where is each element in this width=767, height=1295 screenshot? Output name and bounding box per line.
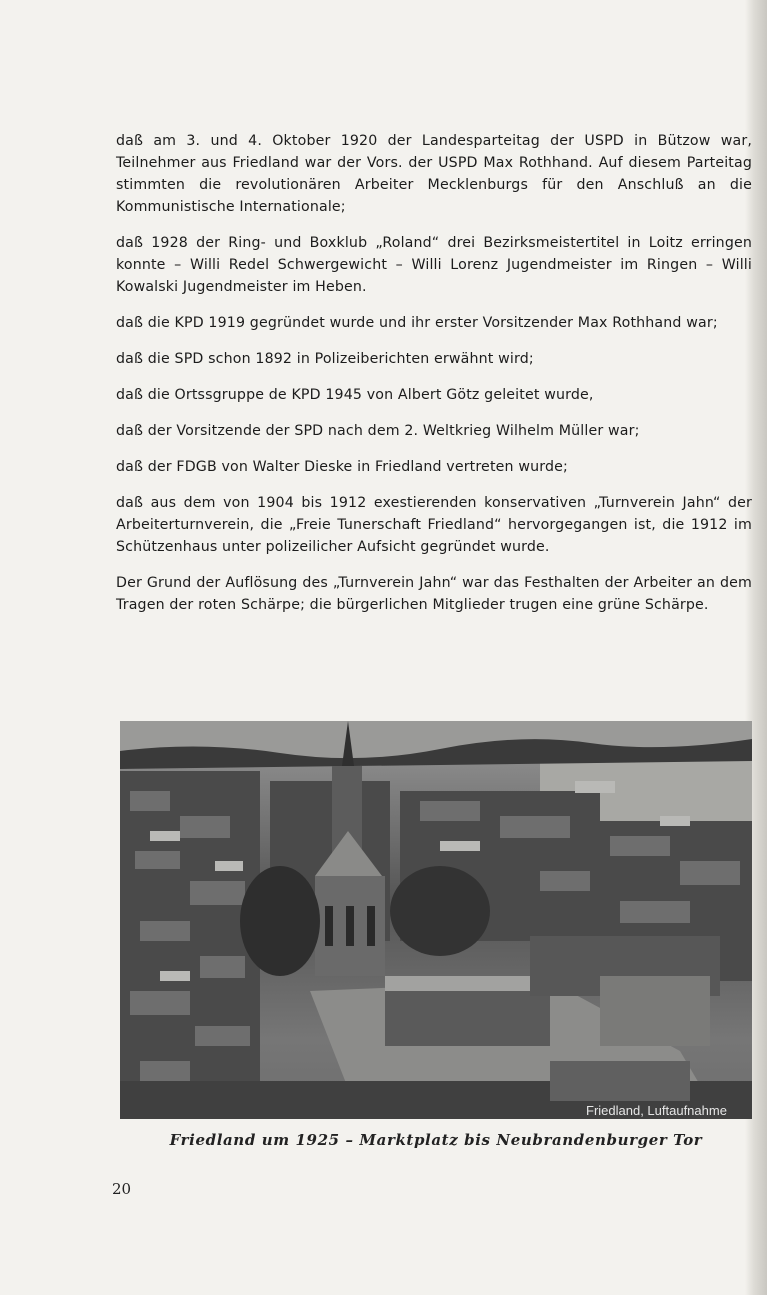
paragraph: daß der Vorsitzende der SPD nach dem 2. Weltkrieg Wilhelm Müller war; xyxy=(116,423,640,439)
paragraph: Der Grund der Auflösung des „Turnverein Jahn“ war das Festhalten der Arbeiter an dem Tragen der roten Schärpe; die bürgerlichen Mitglieder trugen eine grüne Schärpe. xyxy=(116,575,752,613)
body-text xyxy=(116,130,752,630)
paragraph: daß aus dem von 1904 bis 1912 exestierenden konservativen „Turnverein Jahn“ der Arbeiterturnverein, die „Freie Tunerschaft Friedland“ hervorgegangen ist, die 1912 im Schützenhaus unter polizeilicher Aufsicht gegründet wurde. xyxy=(116,495,752,555)
paragraph: daß die KPD 1919 gegründet wurde und ihr erster Vorsitzender Max Rothhand war; xyxy=(116,315,718,331)
paragraph: daß die SPD schon 1892 in Polizeiberichten erwähnt wird; xyxy=(116,351,534,367)
paragraph: daß die Ortssgruppe de KPD 1945 von Albert Götz geleitet wurde, xyxy=(116,387,594,403)
photo-watermark: Friedland, Luftaufnahme xyxy=(586,1103,727,1118)
aerial-photo-illustration xyxy=(120,721,752,1119)
photo-caption: Friedland um 1925 – Marktplatz bis Neubrandenburger Tor xyxy=(169,1131,703,1149)
aerial-photo xyxy=(120,721,752,1119)
paragraph: daß am 3. und 4. Oktober 1920 der Landesparteitag der USPD in Bützow war, Teilnehmer aus Friedland war der Vors. der USPD Max Rothhand. Auf diesem Parteitag stimmten die revolutionären Arbeiter Mecklenburgs für den Anschluß an die Kommunistische Internationale; xyxy=(116,133,752,215)
page-number: 20 xyxy=(112,1180,132,1198)
paragraph: daß 1928 der Ring- und Boxklub „Roland“ drei Bezirksmeistertitel in Loitz erringen konnte – Willi Redel Schwergewicht – Willi Lorenz Jugendmeister im Ringen – Willi Kowalski Jugendmeister im Heben. xyxy=(116,235,752,295)
paragraph: daß der FDGB von Walter Dieske in Friedland vertreten wurde; xyxy=(116,459,568,475)
